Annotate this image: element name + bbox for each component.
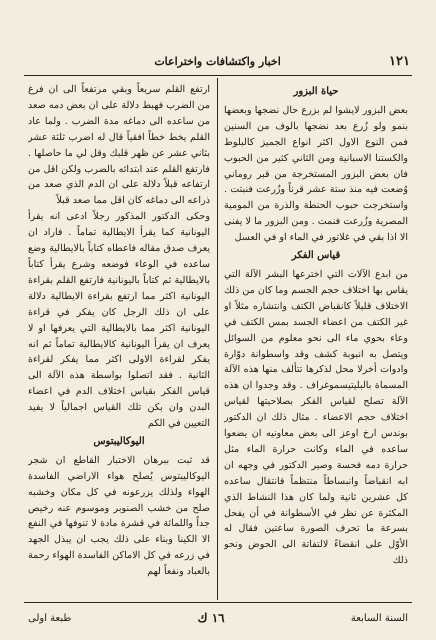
section-heading-measuring-thought: قياس الفكر [291,250,341,262]
footer-year: السنة السابعة [350,612,408,624]
running-title: اخبار واكتشافات واختراعات [154,54,281,68]
paragraph-measuring-thought: من ابدع الآلات التي اخترعها البشر الآلة التي يقاس بها اختلاف حجم الجسم وما كان من ذلك الاختلاف قليلاً كانقباض الكتف وانتشاره مثلاً او غير الكتف من اعضاء الجسد بمس الكتف في وعاء بحوي ماء الى نحو معلوم من السوائل ويتصل به انبوبة كشف وقد واسطوانة دوّارة وادوات أخرلا محل لذكرها تتألف منها هذه الآلة المسماة بالبليتيسموغراف . وقد وجدوا ان هذه الآلة تصلح لقياس الفكر بصلاحيتها لقياس اختلاف حجم الاعضاء . مثال ذلك ان الدكتور بوندس ارخ اوعز الى بعض معاونيه ان يضعوا ساعده في الماء وكانت حرارة الماء مثل حرارة دمه فحسة وصير الدكتور في وجهه ان ابه انقباضاً وانبساطاً منتظماً فانتقال ساعده كل عشرين ثانية ولما كان هذا النشاط الذي المكثرة عن نظر في الأسطوانة في أن يفحل بسرعة ما تحرف الصورة ساعتين فقال له الأوّل على انقضاءً لالتفاتة الى الحوض ونحو ذلك [224,268,408,567]
footer-rule [24,602,412,603]
footer-signature: ١٦ ك [197,611,225,625]
section-heading-eucalyptus: اليوكاليبتوس [93,435,145,447]
column-divider [217,78,218,600]
section-heading-seed-life: حياة البزور [293,86,339,97]
header-rule [24,75,412,76]
page-footer [28,607,408,629]
paragraph-continued: ارتفع القلم سريعاً وبقي مرتفعاً الى ان فرغ من الضرب فهبط دلالة على ان بعض دمه صعد من ساعده الى دماغه مدة الضرب . ولما عاد القلم يخط خطاً افقياً قال له اضرب ثلثة عشر بثاني عشر عن ظهر قلبك وقل لي ما حاصلها . فارتفع القلم عند ابتدائه بالضرب ولكن اقل من ارتفاعه قبلاً دلالة على ان الدم الذي صعد من ذراعه الى دماغه كان اقل مما صعد قبلاً [28,84,210,207]
paragraph-seed-life: بعض البزور لايشوا لم بزرع حال نضجها وبعضها بنمو ولو زُرع بعد نضجها بالوف من السنين فمن النوع الاول اكثر انواع الجميز كالبلوط والكستنا الاسبانية ومن الثاني كثير من الحبوب فان بعض البزور المستخرجة من قبر روماني وُضعت فيه منذ ستة عشر قرناً وزُرعت فنبتت . واستخرجت حبوب الحنطة والذرة من المومية المصرية وزُرعت فنمت . ومن البزور ما لا يفنى الا اذا بقي في غلاتور في الماء او في العسل [224,104,408,244]
footer-edition: طبعة اولى [28,612,72,624]
page-header [26,50,410,72]
page-number: ١٢١ [389,53,410,69]
paragraph-eucalyptus: قد ثبت ببرهان الاختبار القاطع ان شجر اليوكاليبتوس يُصلح هواء الاراضي الفاسدة الهواء ولذلك يزرعونه في كل مكان وخشبه صلح من خشب الصنوبر وموسوم عنه رخيص جداً واللمائة في قشرة مادة لا تنوفها في النفع الا الكينا وبناء على ذلك يجب ان يبذل الجهد في زرعه في كل الاماكن الفاسدة الهواء رحمة بالعباد ونفعاً لهم [28,454,210,578]
left-column [28,82,210,597]
right-column [224,82,408,597]
paragraph-greek-reader: وحكى الدكتور المذكور رجلاً ادعى انه يقرأ اليونانية كما يقرأ الايطالية تماماً . فاراد ان يعرف صدق مقاله فاعطاه كتاباً بالايطالية وضع ساعده في الوعاء فوضعه وشرع يقرأ كتاباً بالايطالية ثم كتاباً باليونانية فارتفع القلم بقراءة اليونانية اكثر مما ارتفع بقراءة الايطالية دلالة على ان ذلك الرجل كان يفكر في قراءة اليونانية اكثر مما بالايطالية التي يعرفها او لا يعرف ان يقرأ اليونانية كالايطالية تماماً ثم انه يفكر لقراءة الاولى اكثر مما يفكر لقراءة الثانية . فقد اتصلوا بواسطة هذه الآلة الى قياس الفكر بقياس اختلاف الدم في اعضاء البدن وان بكن تلك القياس اجمالياً لا يفيد التعيين في الكم [28,211,210,430]
